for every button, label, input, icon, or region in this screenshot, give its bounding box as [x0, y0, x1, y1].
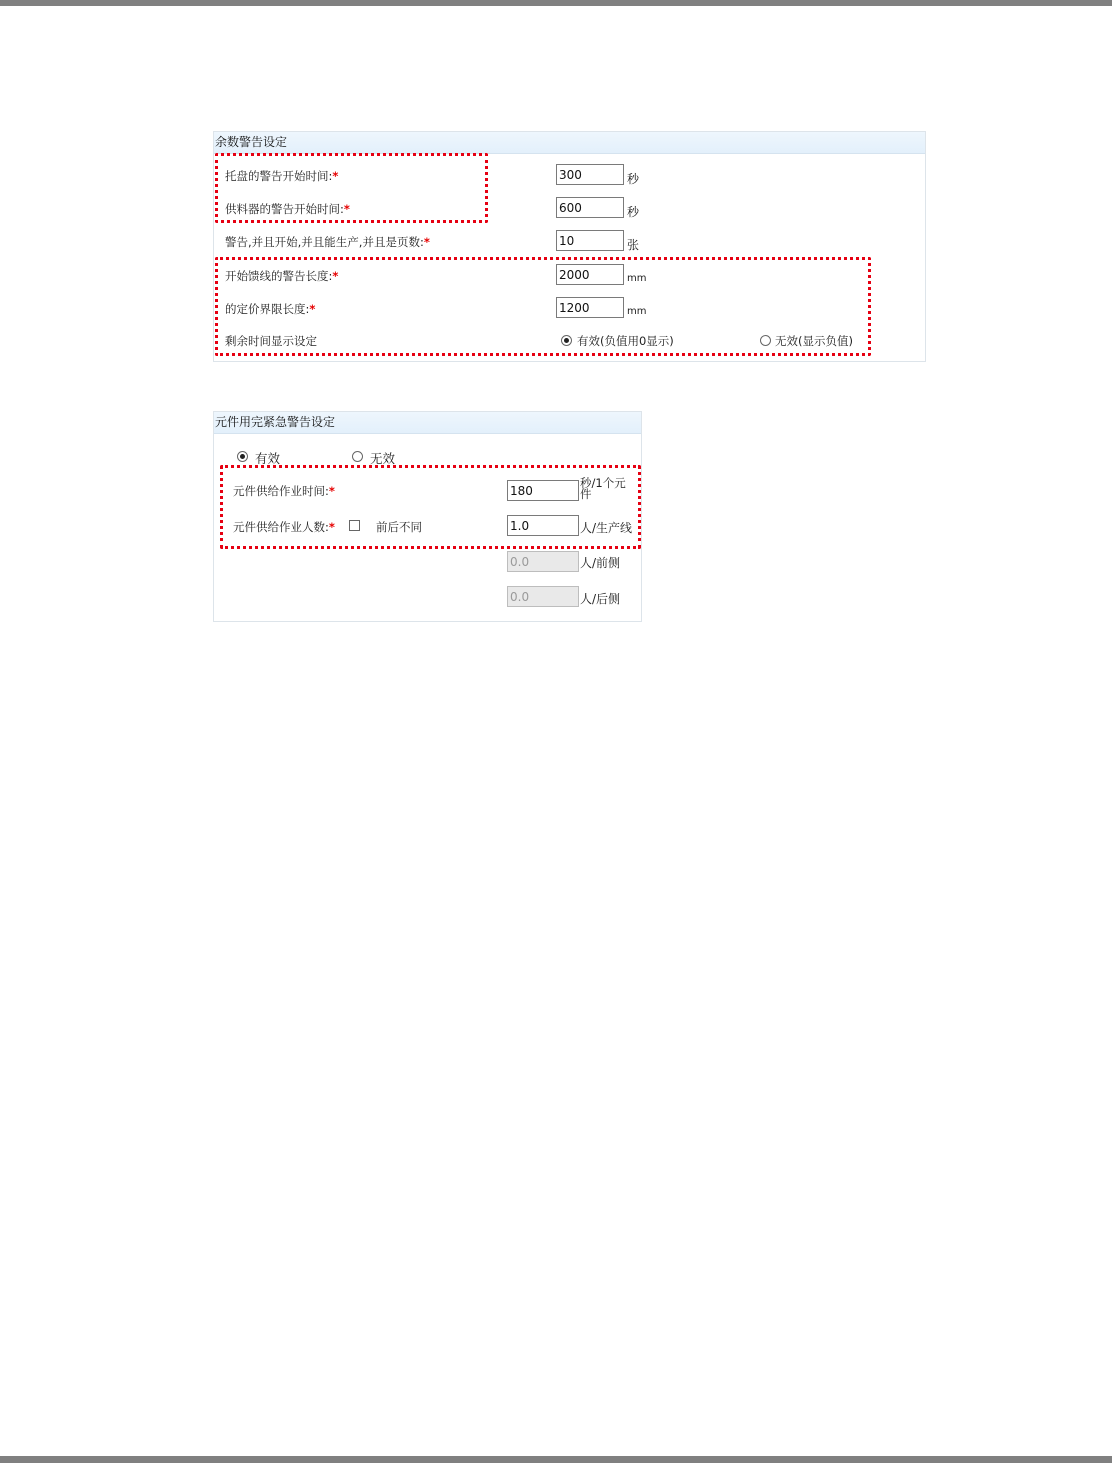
required-mark: *: [332, 269, 339, 283]
limit-length-label: 的定价界限长度:*: [225, 302, 316, 316]
supply-people-input[interactable]: [507, 515, 579, 536]
limit-length-input[interactable]: [556, 297, 624, 318]
top-rule: [0, 0, 1112, 6]
feeder-warning-length-input[interactable]: [556, 264, 624, 285]
required-mark: *: [328, 520, 335, 534]
supply-time-unit: 秒/1个元件: [580, 476, 626, 501]
panel-header: 元件用完紧急警告设定: [214, 412, 641, 434]
unit-mm: mm: [627, 306, 647, 317]
radio-invalid-label: 无效: [370, 451, 396, 466]
radio-valid-label: 有效: [255, 451, 281, 466]
required-mark: *: [309, 302, 316, 316]
supply-time-input[interactable]: [507, 480, 579, 501]
supply-people-label: 元件供给作业人数:*: [233, 520, 335, 534]
panel-header: 余数警告设定: [214, 132, 925, 154]
front-back-different-label: 前后不同: [376, 520, 422, 534]
unit-mm: mm: [627, 273, 647, 284]
radio-invalid-show-negative[interactable]: [760, 335, 771, 346]
feeder-warning-start-input[interactable]: [556, 197, 624, 218]
supply-time-label: 元件供给作业时间:*: [233, 484, 335, 498]
sheet-warning-input[interactable]: [556, 230, 624, 251]
back-people-unit: 人/后侧: [580, 592, 621, 606]
required-mark: *: [423, 235, 430, 249]
required-mark: *: [343, 202, 350, 216]
sheet-warning-label: 警告,并且开始,并且能生产,并且是页数:*: [225, 235, 430, 249]
feeder-warning-start-label: 供料器的警告开始时间:*: [225, 202, 350, 216]
front-people-input[interactable]: [507, 551, 579, 572]
front-back-different-checkbox[interactable]: [349, 520, 360, 531]
radio-invalid-label: 无效(显示负值): [775, 334, 853, 348]
tray-warning-start-label: 托盘的警告开始时间:*: [225, 169, 339, 183]
required-mark: *: [332, 169, 339, 183]
front-people-unit: 人/前侧: [580, 556, 621, 570]
back-people-input[interactable]: [507, 586, 579, 607]
required-mark: *: [328, 484, 335, 498]
unit-seconds: 秒: [627, 172, 640, 186]
unit-seconds: 秒: [627, 205, 640, 219]
radio-invalid[interactable]: [352, 451, 363, 462]
radio-valid[interactable]: [237, 451, 248, 462]
radio-valid-negative-zero[interactable]: [561, 335, 572, 346]
radio-valid-label: 有效(负值用0显示): [577, 334, 674, 348]
supply-people-unit: 人/生产线: [580, 521, 633, 535]
tray-warning-start-input[interactable]: [556, 164, 624, 185]
unit-sheets: 张: [627, 238, 640, 252]
remaining-time-display-label: 剩余时间显示设定: [225, 334, 317, 348]
feeder-warning-length-label: 开始馈线的警告长度:*: [225, 269, 339, 283]
bottom-rule: [0, 1456, 1112, 1463]
